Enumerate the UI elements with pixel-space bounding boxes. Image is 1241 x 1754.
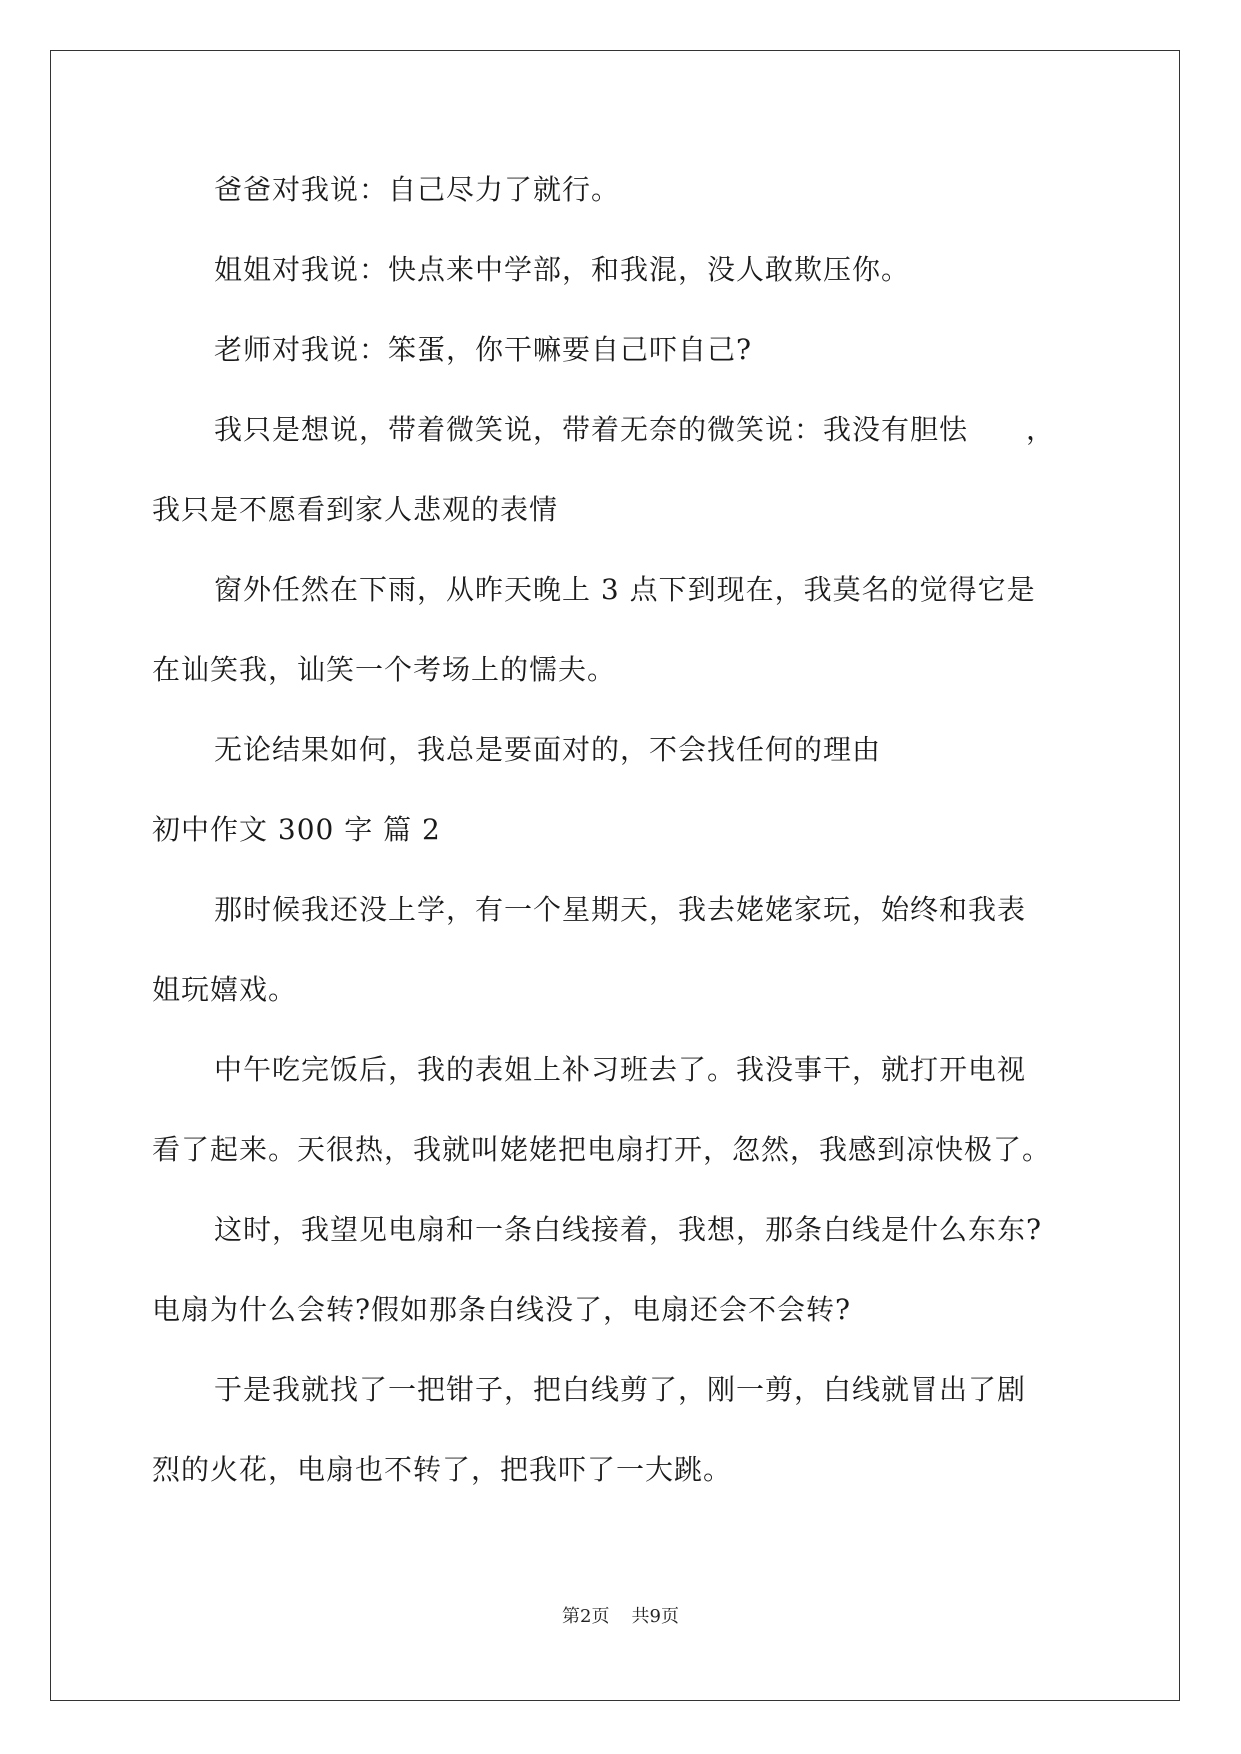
page-footer: [0, 1605, 1241, 1629]
paragraph-line: 老师对我说：笨蛋，你干嘛要自己吓自己?: [214, 333, 753, 366]
paragraph-line: 于是我就找了一把钳子，把白线剪了，刚一剪，白线就冒出了剧: [214, 1373, 1027, 1406]
paragraph-line: 姐玩嬉戏。: [152, 973, 298, 1006]
section-heading: 初中作文 300 字 篇 2: [152, 813, 441, 846]
paragraph-line: 这时，我望见电扇和一条白线接着，我想，那条白线是什么东东?: [214, 1213, 1043, 1246]
paragraph-line: 窗外任然在下雨，从昨天晚上 3 点下到现在，我莫名的觉得它是: [214, 573, 1036, 606]
paragraph-line: 无论结果如何，我总是要面对的，不会找任何的理由: [214, 733, 882, 766]
paragraph-line: 那时候我还没上学，有一个星期天，我去姥姥家玩，始终和我表: [214, 893, 1027, 926]
paragraph-line: 爸爸对我说：自己尽力了就行。: [214, 173, 621, 206]
paragraph-line: 我只是不愿看到家人悲观的表情: [152, 493, 559, 526]
paragraph-line: 在讪笑我，讪笑一个考场上的懦夫。: [152, 653, 617, 686]
paragraph-line: 我只是想说，带着微笑说，带着无奈的微笑说：我没有胆怯 ，: [214, 413, 1056, 446]
paragraph-line: 电扇为什么会转?假如那条白线没了，电扇还会不会转?: [152, 1293, 852, 1326]
paragraph-line: 姐姐对我说：快点来中学部，和我混，没人敢欺压你。: [214, 253, 911, 286]
paragraph-line: 中午吃完饭后，我的表姐上补习班去了。我没事干，就打开电视: [214, 1053, 1027, 1086]
paragraph-line: 烈的火花，电扇也不转了，把我吓了一大跳。: [152, 1453, 733, 1486]
page-number: 第2页: [562, 1606, 610, 1627]
paragraph-line: 看了起来。天很热，我就叫姥姥把电扇打开，忽然，我感到凉快极了。: [152, 1133, 1052, 1166]
page-total: 共9页: [631, 1606, 679, 1627]
